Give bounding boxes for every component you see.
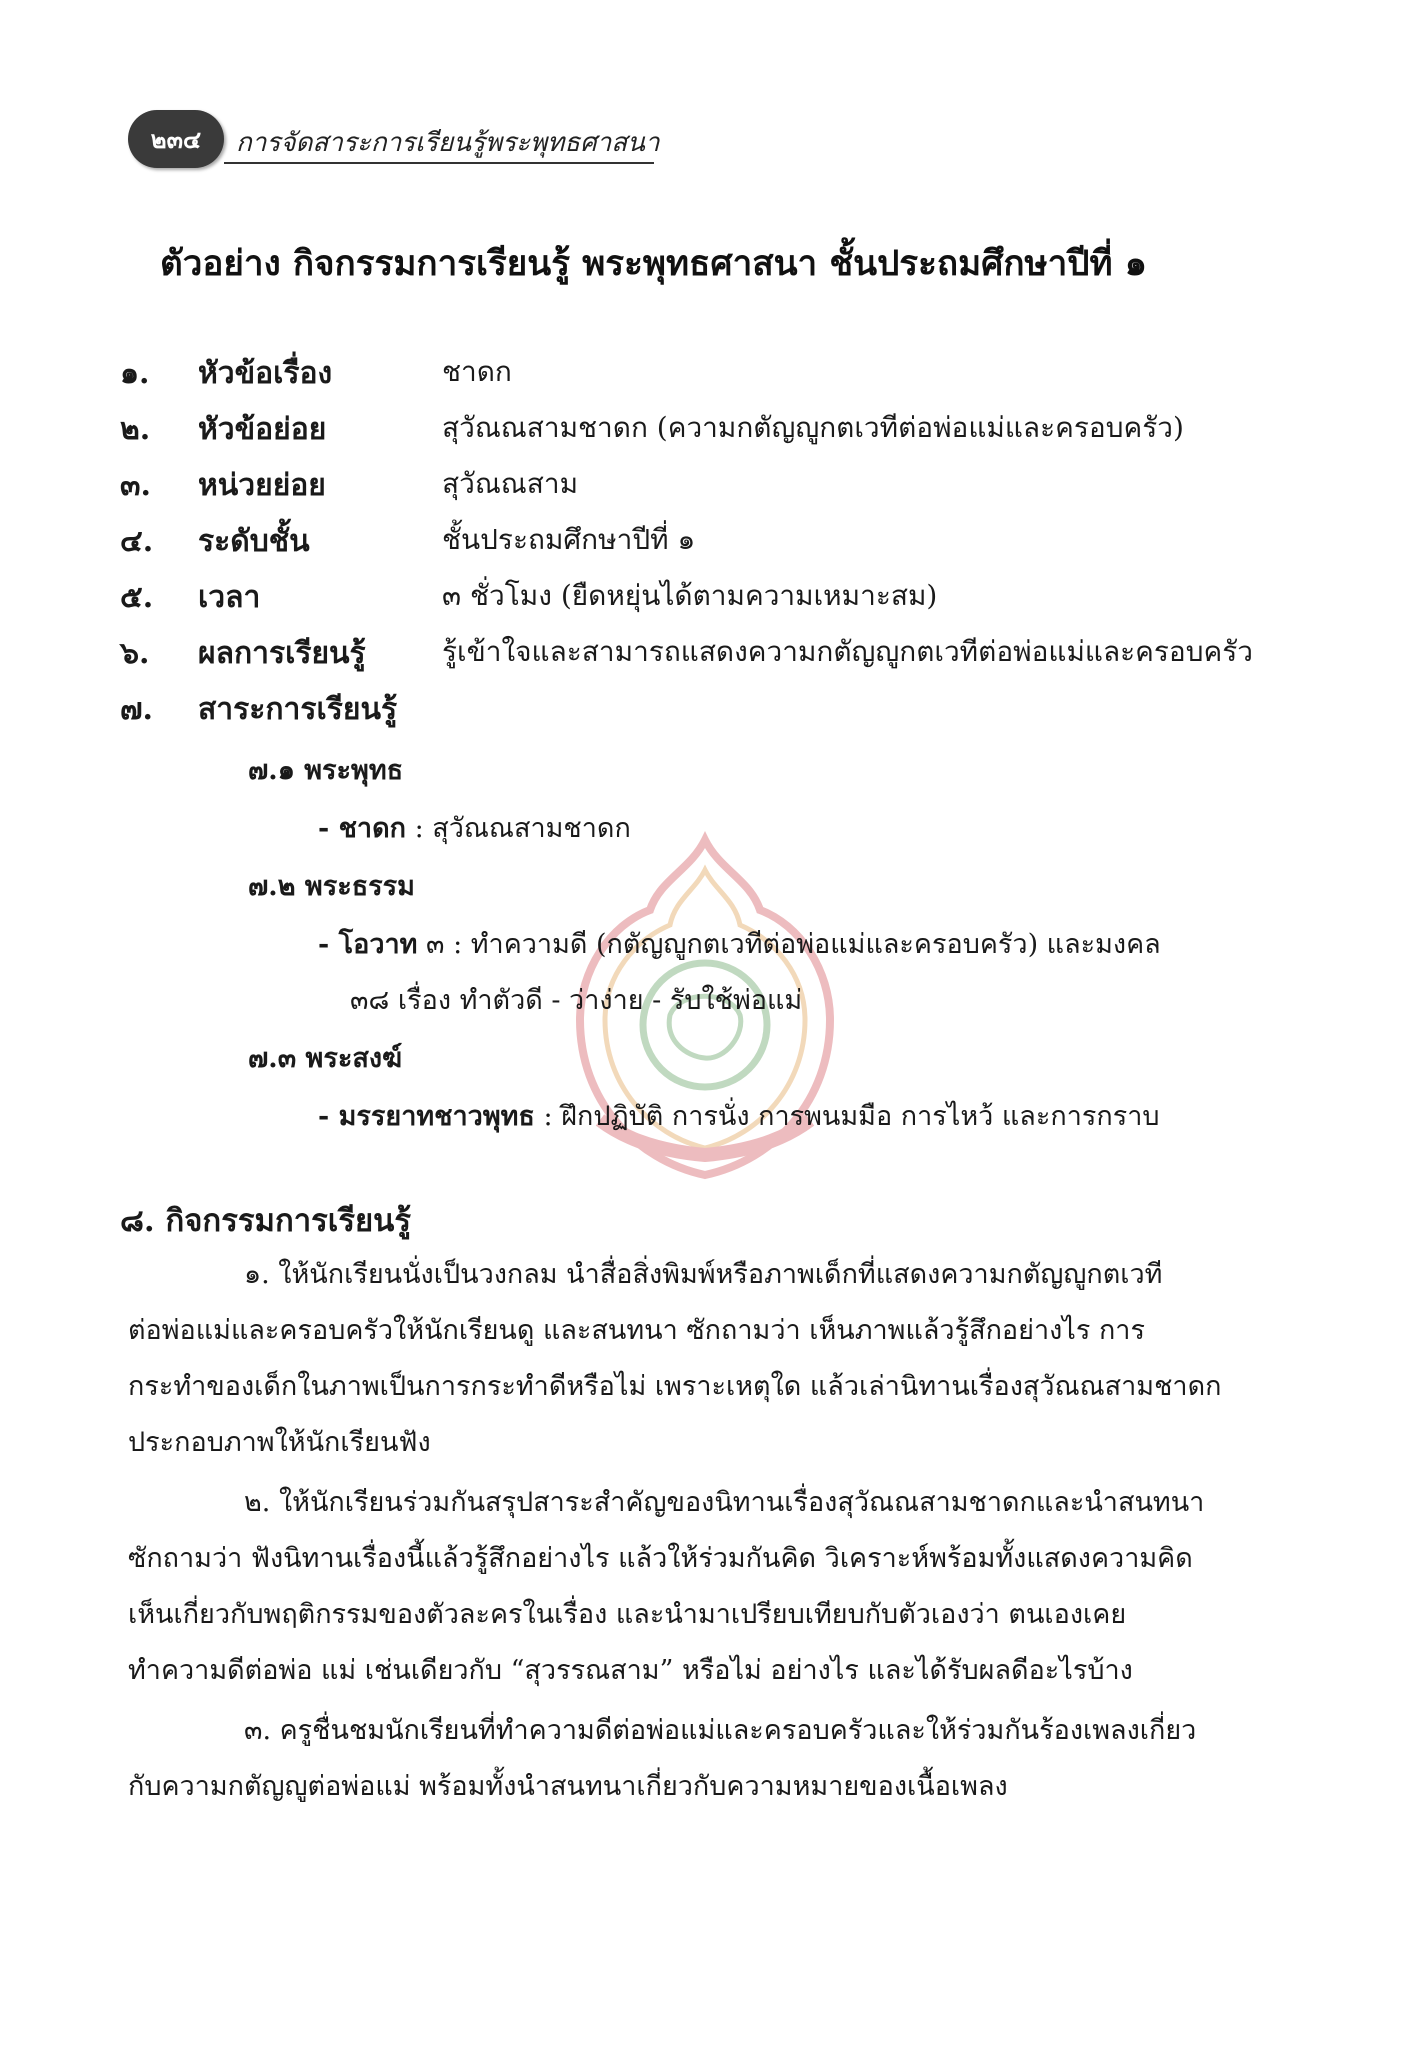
page-number-badge: ๒๓๔ <box>128 110 224 168</box>
activities-heading: ๘. กิจกรรมการเรียนรู้ <box>120 1203 412 1239</box>
subsection-buddha: ๗.๑ พระพุทธ <box>248 755 404 786</box>
info-value: ชั้นประถมศึกษาปีที่ ๑ <box>442 523 696 556</box>
info-number: ๒. <box>120 412 151 447</box>
info-number: ๔. <box>120 524 154 559</box>
info-label: สาระการเรียนรู้ <box>198 692 398 727</box>
info-number: ๗. <box>120 692 154 727</box>
info-number: ๕. <box>120 580 154 615</box>
paragraph-line: ๓. ครูชื่นชมนักเรียนที่ทำความดีต่อพ่อแม่และครอบครัวและให้ร่วมกันร้องเพลงเกี่ยว <box>244 1715 1197 1746</box>
info-label: หัวข้อเรื่อง <box>198 356 333 391</box>
paragraph-line: ๑. ให้นักเรียนนั่งเป็นวงกลม นำสื่อสิ่งพิมพ์หรือภาพเด็กที่แสดงความกตัญญูกตเวที <box>244 1259 1163 1290</box>
document-title: ตัวอย่าง กิจกรรมการเรียนรู้ พระพุทธศาสนา ชั้นประถมศึกษาปีที่ ๑ <box>160 243 1147 284</box>
item-manners <box>318 1094 1160 1137</box>
activity-paragraph-1 <box>128 1252 1258 1476</box>
info-label: เวลา <box>198 580 261 615</box>
item-text: ๓ : ทำความดี (กตัญญูกตเวทีต่อพ่อแม่และครอบครัว) และมงคล <box>417 929 1161 960</box>
item-label: - โอวาท <box>318 929 418 960</box>
header-underline <box>224 162 654 164</box>
paragraph-line: ซักถามว่า ฟังนิทานเรื่องนี้แล้วรู้สึกอย่างไร แล้วให้ร่วมกันคิด วิเคราะห์พร้อมทั้งแสดงความคิด <box>128 1543 1193 1574</box>
info-label: หน่วยย่อย <box>198 468 326 503</box>
info-value: สุวัณณสามชาดก (ความกตัญญูกตเวทีต่อพ่อแม่และครอบครัว) <box>442 411 1184 444</box>
activity-paragraph-3 <box>128 1708 1258 1820</box>
info-value: รู้เข้าใจและสามารถแสดงความกตัญญูกตเวทีต่อพ่อแม่และครอบครัว <box>442 635 1254 668</box>
info-value: ชาดก <box>442 355 512 388</box>
item-text: : ฝึกปฏิบัติ การนั่ง การพนมมือ การไหว้ และการกราบ <box>534 1101 1160 1132</box>
item-label: - ชาดก <box>318 813 406 844</box>
info-number: ๖. <box>120 636 150 671</box>
activity-paragraph-2 <box>128 1480 1258 1704</box>
info-label: ระดับชั้น <box>198 524 310 559</box>
paragraph-line: ต่อพ่อแม่และครอบครัวให้นักเรียนดู และสนทนา ซักถามว่า เห็นภาพแล้วรู้สึกอย่างไร การ <box>128 1315 1145 1346</box>
subsection-sangha: ๗.๓ พระสงฆ์ <box>248 1043 403 1074</box>
info-value: สุวัณณสาม <box>442 467 579 500</box>
item-ovada-continued: ๓๘ เรื่อง ทำตัวดี - ว่าง่าย - รับใช้พ่อแม่ <box>350 985 803 1016</box>
paragraph-line: ๒. ให้นักเรียนร่วมกันสรุปสาระสำคัญของนิทานเรื่องสุวัณณสามชาดกและนำสนทนา <box>244 1487 1205 1518</box>
paragraph-line: เห็นเกี่ยวกับพฤติกรรมของตัวละครในเรื่อง และนำมาเปรียบเทียบกับตัวเองว่า ตนเองเคย <box>128 1599 1127 1630</box>
info-label: ผลการเรียนรู้ <box>198 636 366 671</box>
item-label: - มรรยาทชาวพุทธ <box>318 1101 535 1132</box>
paragraph-line: กับความกตัญญูต่อพ่อแม่ พร้อมทั้งนำสนทนาเกี่ยวกับความหมายของเนื้อเพลง <box>128 1771 1008 1802</box>
running-header <box>128 110 668 174</box>
item-text: : สุวัณณสามชาดก <box>405 813 631 844</box>
info-value: ๓ ชั่วโมง (ยืดหยุ่นได้ตามความเหมาะสม) <box>442 579 938 612</box>
item-ovada <box>318 922 1161 965</box>
info-number: ๑. <box>120 356 150 391</box>
info-number: ๓. <box>120 468 151 503</box>
info-label: หัวข้อย่อย <box>198 412 327 447</box>
subsection-dhamma: ๗.๒ พระธรรม <box>248 871 415 902</box>
item-jataka <box>318 806 631 849</box>
paragraph-line: ประกอบภาพให้นักเรียนฟัง <box>128 1427 431 1458</box>
paragraph-line: ทำความดีต่อพ่อ แม่ เช่นเดียวกับ “สุวรรณสาม” หรือไม่ อย่างไร และได้รับผลดีอะไรบ้าง <box>128 1655 1133 1686</box>
paragraph-line: กระทำของเด็กในภาพเป็นการกระทำดีหรือไม่ เพราะเหตุใด แล้วเล่านิทานเรื่องสุวัณณสามชาดก <box>128 1371 1222 1402</box>
running-title: การจัดสาระการเรียนรู้พระพุทธศาสนา <box>236 128 660 158</box>
